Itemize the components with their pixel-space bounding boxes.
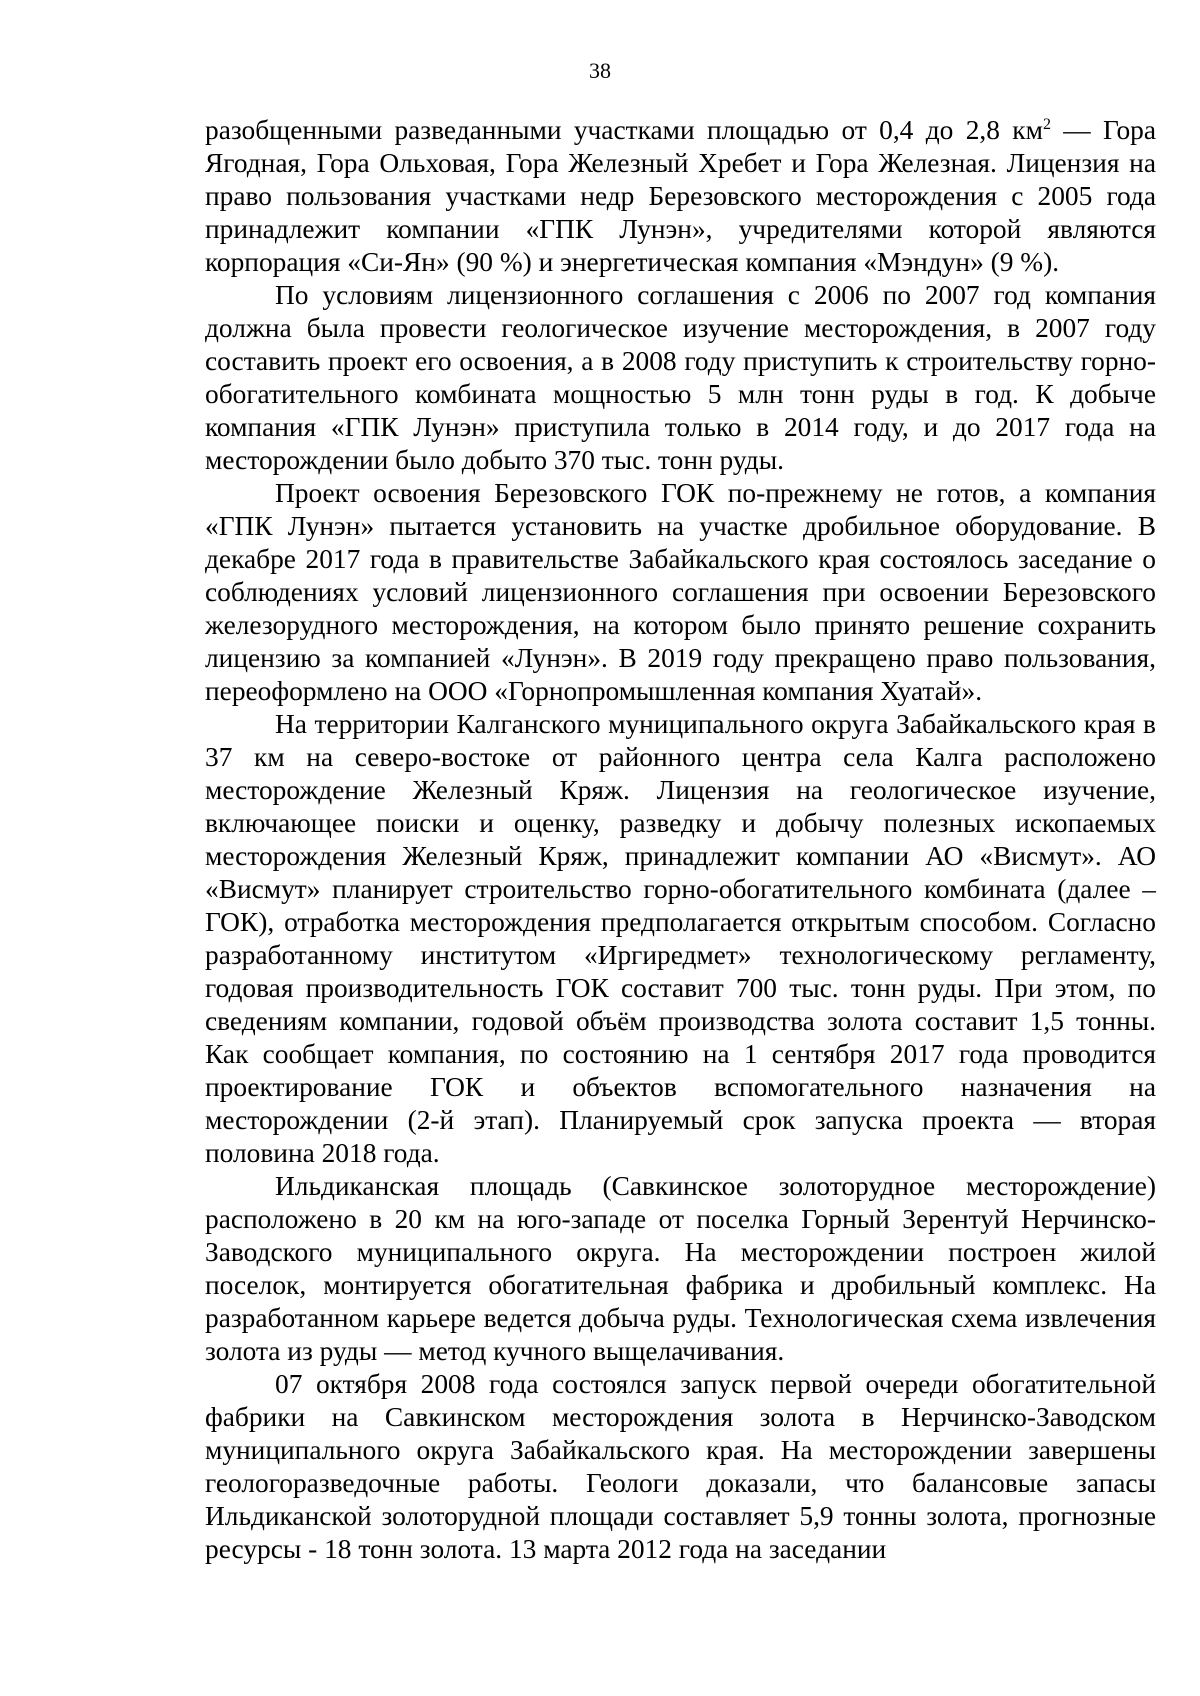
page-number: 38: [589, 58, 611, 83]
paragraph-continuation: [205, 114, 1156, 279]
paragraph-zhelezny-kryazh: На территории Калганского муниципального округа Забайкальского края в 37 км на северо-востоке от районного центра села Калга расположено месторождение Железный Кряж. Лицензия на геологическое изучение, включающее поиски и оценку, разведку и добычу полезных ископаемых месторождения Железный Кряж, принадлежит компании АО «Висмут». АО «Висмут» планирует строительство горно-обогатительного комбината (далее – ГОК), отработка месторождения предполагается открытым способом. Согласно разработанному институтом «Иргиредмет» технологическому регламенту, годовая производительность ГОК составит 700 тыс. тонн руды. При этом, по сведениям компании, годовой объём производства золота составит 1,5 тонны. Как сообщает компания, по состоянию на 1 сентября 2017 года проводится проектирование ГОК и объектов вспомогательного назначения на месторождении (2-й этап). Планируемый срок запуска проекта — вторая половина 2018 года.: [205, 709, 1156, 1168]
paragraph-savkinskoe-launch: 07 октября 2008 года состоялся запуск первой очереди обогатительной фабрики на Савкинском месторождения золота в Нерчинско-Заводском муниципального округа Забайкальского края. На месторождении завершены геологоразведочные работы. Геологи доказали, что балансовые запасы Ильдиканской золоторудной площади составляет 5,9 тонны золота, прогнозные ресурсы - 18 тонн золота. 13 марта 2012 года на заседании: [205, 1369, 1156, 1564]
paragraph-berezovsky-project: Проект освоения Березовского ГОК по-прежнему не готов, а компания «ГПК Лунэн» пытается установить на участке дробильное оборудование. В декабре 2017 года в правительстве Забайкальского края состоялось заседание о соблюдениях условий лицензионного соглашения при освоении Березовского железорудного месторождения, на котором было принято решение сохранить лицензию за компанией «Лунэн». В 2019 году прекращено право пользования, переоформлено на ООО «Горнопромышленная компания Хуатай».: [205, 478, 1156, 706]
paragraph-license-terms: По условиям лицензионного соглашения с 2006 по 2007 год компания должна была провести геологическое изучение месторождения, в 2007 году составить проект его освоения, а в 2008 году приступить к строительству горно-обогатительного комбината мощностью 5 млн тонн руды в год. К добыче компания «ГПК Лунэн» приступила только в 2014 году, и до 2017 года на месторождении было добыто 370 тыс. тонн руды.: [205, 280, 1156, 475]
paragraph-text-part: разобщенными разведанными участками площадью от 0,4 до 2,8 км: [205, 115, 1043, 145]
superscript-exponent: 2: [1042, 115, 1051, 133]
paragraph-ildikan-area: Ильдиканская площадь (Савкинское золоторудное месторождение) расположено в 20 км на юго-западе от поселка Горный Зерентуй Нерчинско-Заводского муниципального округа. На месторождении построен жилой поселок, монтируется обогатительная фабрика и дробильный комплекс. На разработанном карьере ведется добыча руды. Технологическая схема извлечения золота из руды — метод кучного выщелачивания.: [205, 1171, 1156, 1366]
document-body: [205, 114, 1156, 1566]
paragraph-text-part: — Гора Ягодная, Гора Ольховая, Гора Железный Хребет и Гора Железная. Лицензия на право пользования участками недр Березовского месторождения с 2005 года принадлежит компании «ГПК Лунэн», учредителями которой являются корпорация «Си-Ян» (90 %) и энергетическая компания «Мэндун» (9 %).: [205, 115, 1156, 277]
